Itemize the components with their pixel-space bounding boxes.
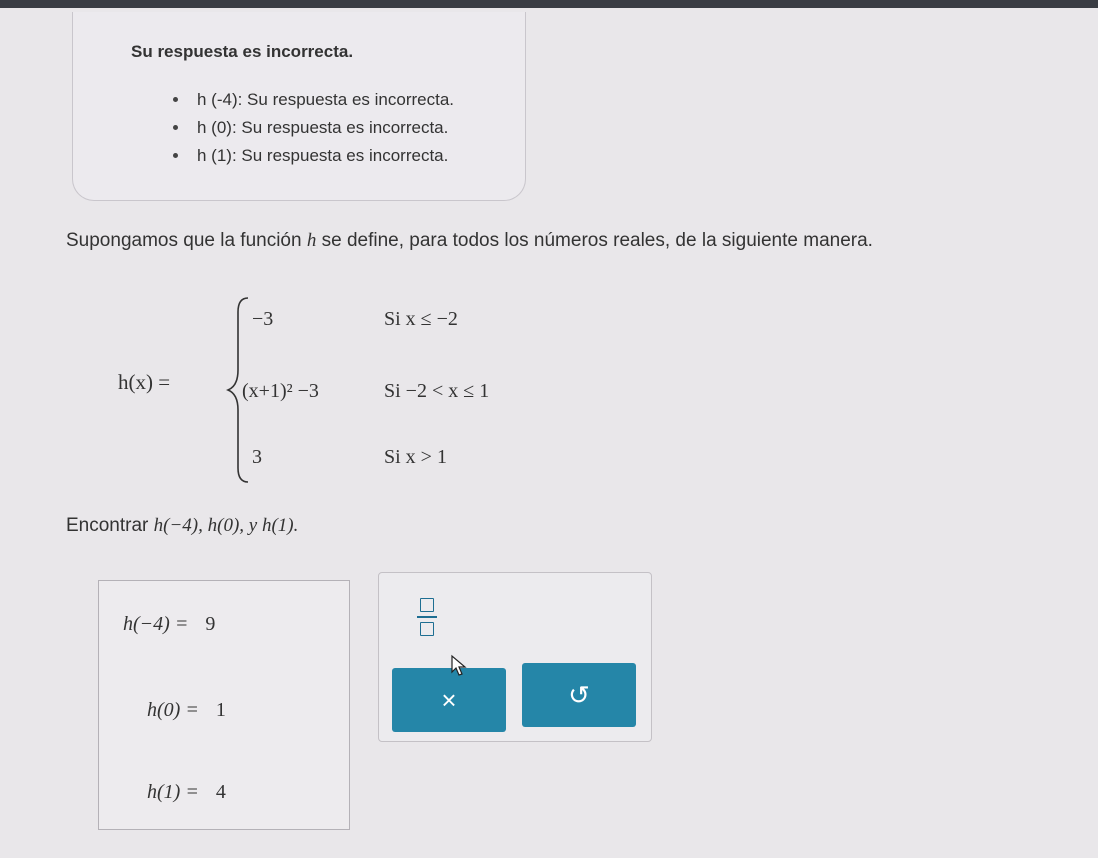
feedback-box bbox=[72, 12, 526, 201]
answer-value[interactable]: 9 bbox=[205, 613, 216, 635]
problem-statement: Supongamos que la función h se define, para todos los números reales, de la siguiente manera. bbox=[66, 230, 873, 251]
clear-button[interactable] bbox=[392, 668, 506, 732]
undo-button[interactable] bbox=[522, 663, 636, 727]
case-expr: (x+1)² −3 bbox=[242, 380, 319, 402]
answer-value[interactable]: 4 bbox=[215, 781, 226, 803]
bullet-icon bbox=[173, 97, 178, 102]
feedback-title: Su respuesta es incorrecta. bbox=[131, 42, 354, 61]
feedback-item: h (-4): Su respuesta es incorrecta. bbox=[163, 86, 454, 114]
math-toolbar bbox=[378, 572, 652, 742]
case-condition: Si x ≤ −2 bbox=[384, 308, 458, 330]
case-condition: Si −2 < x ≤ 1 bbox=[384, 380, 490, 402]
feedback-item: h (1): Su respuesta es incorrecta. bbox=[163, 142, 454, 170]
function-name: h bbox=[306, 230, 317, 251]
case-expr: 3 bbox=[252, 446, 262, 468]
close-icon: × bbox=[441, 684, 457, 715]
case-condition: Si x > 1 bbox=[384, 446, 447, 468]
fraction-icon bbox=[420, 598, 434, 612]
piecewise-lhs: h(x) = bbox=[118, 370, 171, 394]
piecewise-function bbox=[118, 290, 598, 490]
find-expression: h(−4), h(0), y h(1). bbox=[153, 515, 299, 536]
answer-row[interactable]: h(0) = 1 bbox=[147, 699, 226, 721]
mouse-cursor-icon bbox=[450, 654, 468, 678]
answer-input-box[interactable] bbox=[98, 580, 350, 830]
answer-row[interactable]: h(−4) = 9 bbox=[123, 613, 216, 635]
bullet-icon bbox=[173, 153, 178, 158]
top-bar bbox=[0, 0, 1098, 8]
feedback-list bbox=[163, 86, 454, 170]
case-expr: −3 bbox=[252, 308, 274, 330]
fraction-button[interactable] bbox=[407, 589, 447, 645]
answer-value[interactable]: 1 bbox=[215, 699, 226, 721]
undo-icon: ↺ bbox=[568, 679, 590, 710]
answer-row[interactable]: h(1) = 4 bbox=[147, 781, 226, 803]
find-instruction: Encontrar h(−4), h(0), y h(1). bbox=[66, 515, 299, 536]
bullet-icon bbox=[173, 125, 178, 130]
feedback-item: h (0): Su respuesta es incorrecta. bbox=[163, 114, 454, 142]
